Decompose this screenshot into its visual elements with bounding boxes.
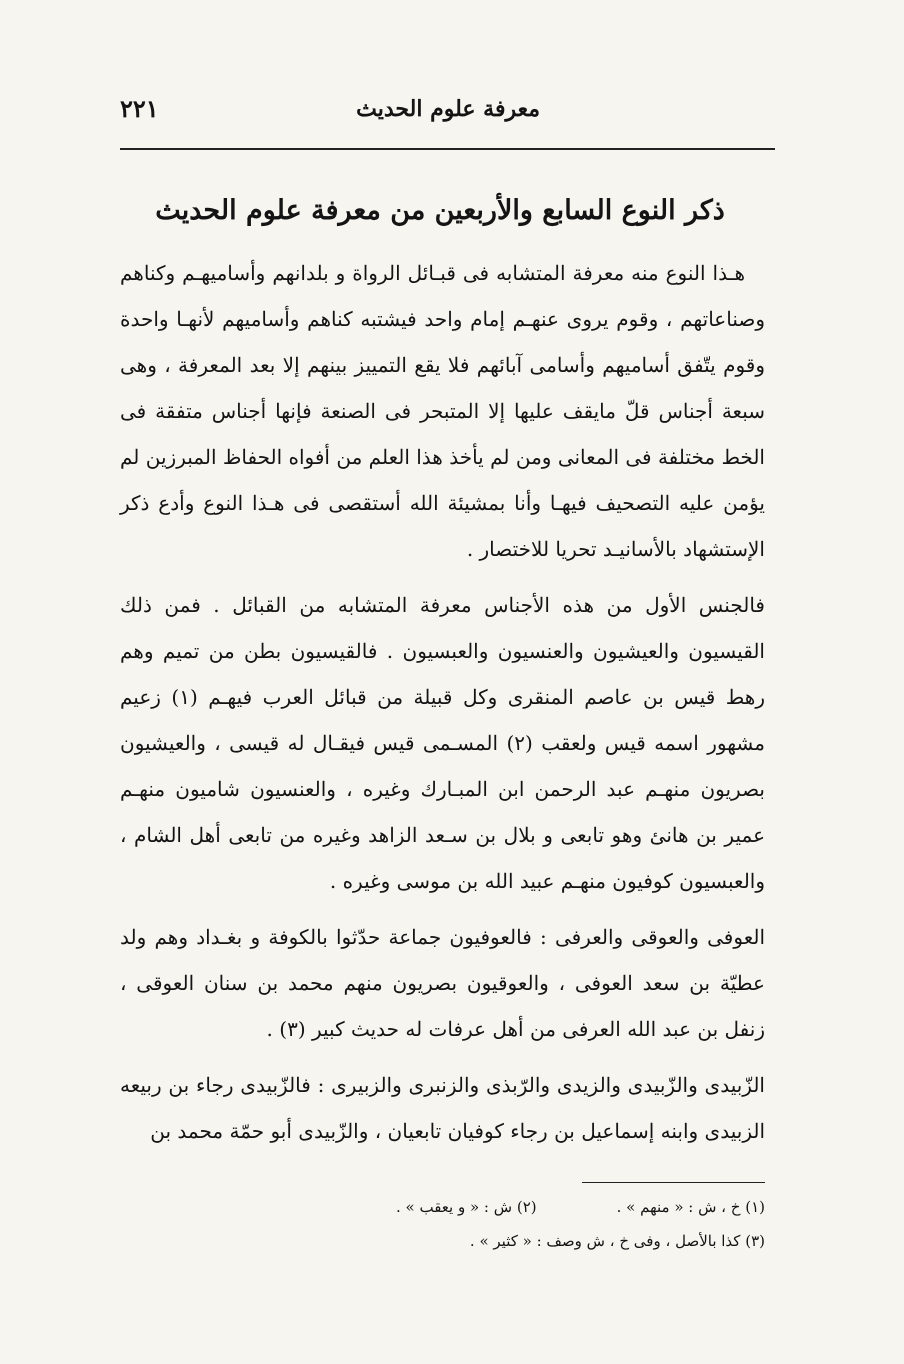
body-text xyxy=(120,250,765,1154)
footnote-row xyxy=(200,1224,765,1258)
page-header xyxy=(120,88,775,150)
page-number: ٢٢١ xyxy=(120,94,159,123)
paragraph-zubaydi: الزّبيدى والزّبيدى والزيدى والرّبذى والزنبرى والزبيرى : فالزّبيدى رجاء بن ربيعه الزبيدى وابنه إسماعيل بن رجاء كوفيان تابعيان ، والزّبيدى أبو حمّة محمد بن xyxy=(120,1073,765,1143)
paragraph-tribes: فالجنس الأول من هذه الأجناس معرفة المتشابه من القبائل . فمن ذلك القيسيون والعيشيون والعنسيون والعبسيون . فالقيسيون بطن من تميم وهم رهط قيس بن عاصم المنقرى وكل قبيلة من قبائل العرب فيهـم (١) زعيم مشهور اسمه قيس ولعقب (٢) المسـمى قيس فيقـال له قيسى ، والعيشيون بصريون منهـم عبد الرحمن ابن المبـارك وغيره ، والعنسيون شاميون منهـم عمير بن هانئ وهو تابعى و بلال بن سـعد الزاهد وغيره من تابعى أهل الشام ، والعبسيون كوفيون منهـم عبيد الله بن موسى وغيره . xyxy=(120,593,765,893)
footnotes xyxy=(200,1190,765,1258)
footnote-2: (٢) ش : « و يعقب » . xyxy=(396,1198,537,1216)
running-title: معرفة علوم الحديث xyxy=(356,96,540,122)
paragraph-awfi: العوفى والعوقى والعرفى : فالعوفيون جماعة حدّثوا بالكوفة و بغـداد وهم ولد عطيّة بن سعد العوفى ، والعوقيون بصريون منهم محمد بن سنان العوقى ، زنفل بن عبد الله العرفى من أهل عرفات له حديث كبير (٣) . xyxy=(120,925,765,1041)
paragraph-intro: هـذا النوع منه معرفة المتشابه فى قبـائل الرواة و بلدانهم وأساميهـم وكناهم وصناعاتهم ، وقوم يروى عنهـم إمام واحد فيشتبه كناهم وأساميهم لأنهـا واحدة وقوم يتّفق أساميهم وأسامى آبائهم فلا يقع التمييز بينهم إلا بعد المعرفة ، وهى سبعة أجناس قلّ مايقف عليها إلا المتبحر فى الصنعة فإنها أجناس متفقة فى الخط مختلفة فى المعانى ومن لم يأخذ هذا العلم من أفواه الحفاظ المبرزين لم يؤمن عليه التصحيف فيهـا وأنا بمشيئة الله أستقصى فى هـذا النوع وأدع ذكر الإستشهاد بالأسانيـد تحريا للاختصار . xyxy=(120,261,765,561)
footnote-3: (٣) كذا بالأصل ، وفى خ ، ش وصف : « كثير » . xyxy=(469,1232,765,1250)
footnote-1: (١) خ ، ش : « منهم » . xyxy=(616,1198,765,1216)
footnote-row xyxy=(200,1190,765,1224)
chapter-title: ذكر النوع السابع والأربعين من معرفة علوم الحديث xyxy=(155,195,725,226)
footnote-divider xyxy=(582,1182,765,1183)
